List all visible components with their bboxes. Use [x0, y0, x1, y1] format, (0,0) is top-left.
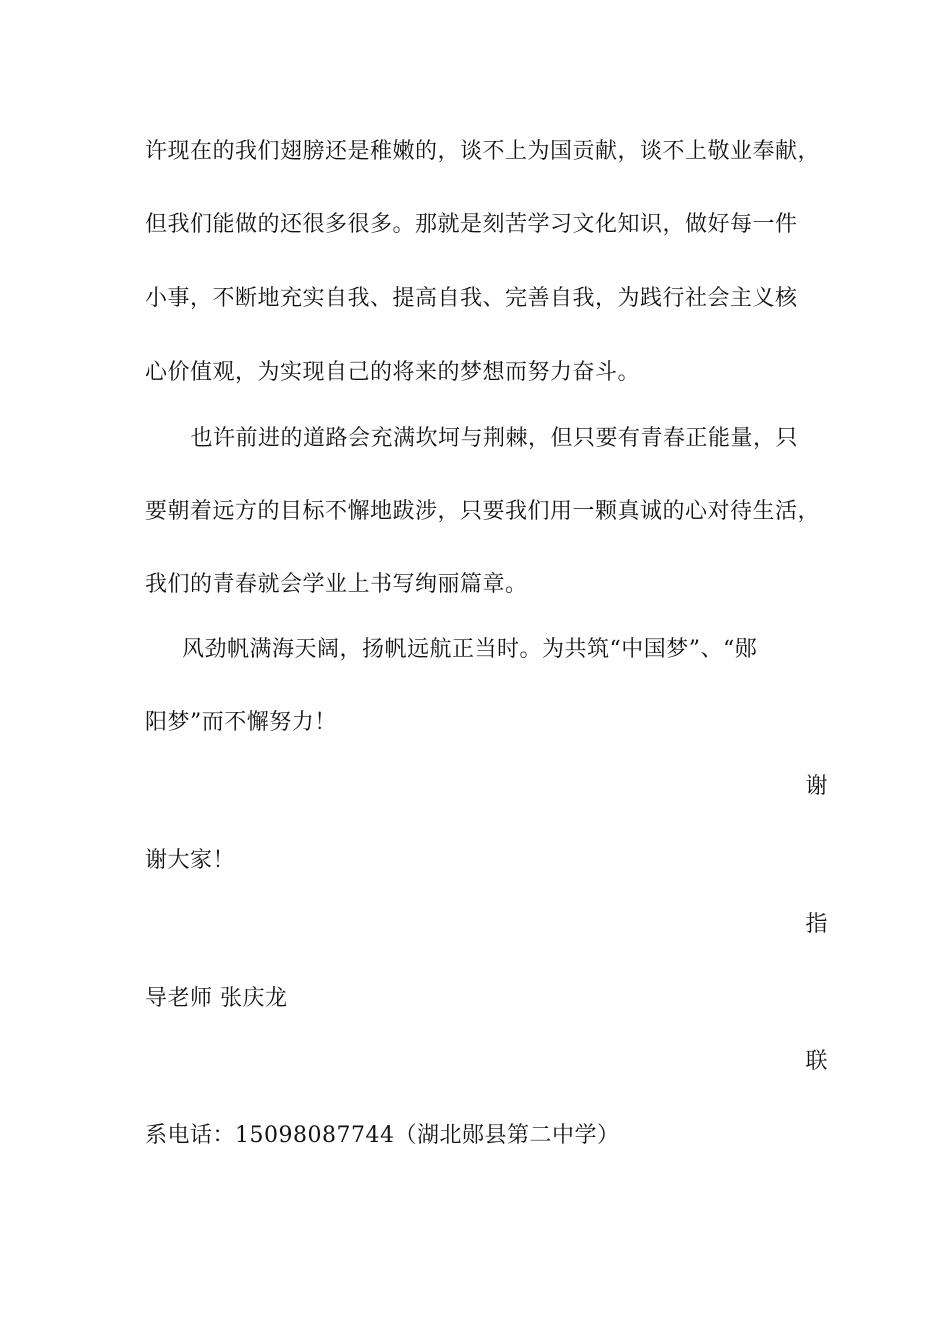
teacher-name-line: 导老师 张庆龙 [145, 986, 288, 1011]
paragraph-line-7: 我们的青春就会学业上书写绚丽篇章。 [145, 572, 528, 597]
contact-label-start: 联 [805, 1049, 828, 1074]
paragraph-line-2: 但我们能做的还很多很多。那就是刻苦学习文化知识，做好每一件 [145, 212, 798, 237]
teacher-label-start: 指 [805, 912, 828, 937]
paragraph-line-5: 也许前进的道路会充满坎坷与荆棘，但只要有青春正能量，只 [168, 426, 799, 451]
paragraph-line-9: 阳梦”而不懈努力！ [145, 710, 337, 735]
paragraph-line-1: 许现在的我们翅膀还是稚嫩的，谈不上为国贡献，谈不上敬业奉献， [145, 139, 821, 164]
contact-phone-line: 系电话：15098087744（湖北郧县第二中学） [145, 1123, 620, 1148]
paragraph-line-8: 风劲帆满海天阔，扬帆远航正当时。为共筑“中国梦”、“郧 [182, 637, 758, 662]
closing-thanks-start: 谢 [805, 774, 828, 799]
paragraph-line-6: 要朝着远方的目标不懈地跋涉，只要我们用一颗真诚的心对待生活， [145, 499, 821, 524]
closing-thanks-rest: 谢大家！ [145, 848, 236, 873]
paragraph-line-3: 小事，不断地充实自我、提高自我、完善自我，为践行社会主义核 [145, 286, 798, 311]
paragraph-line-4: 心价值观，为实现自己的将来的梦想而努力奋斗。 [145, 360, 641, 385]
